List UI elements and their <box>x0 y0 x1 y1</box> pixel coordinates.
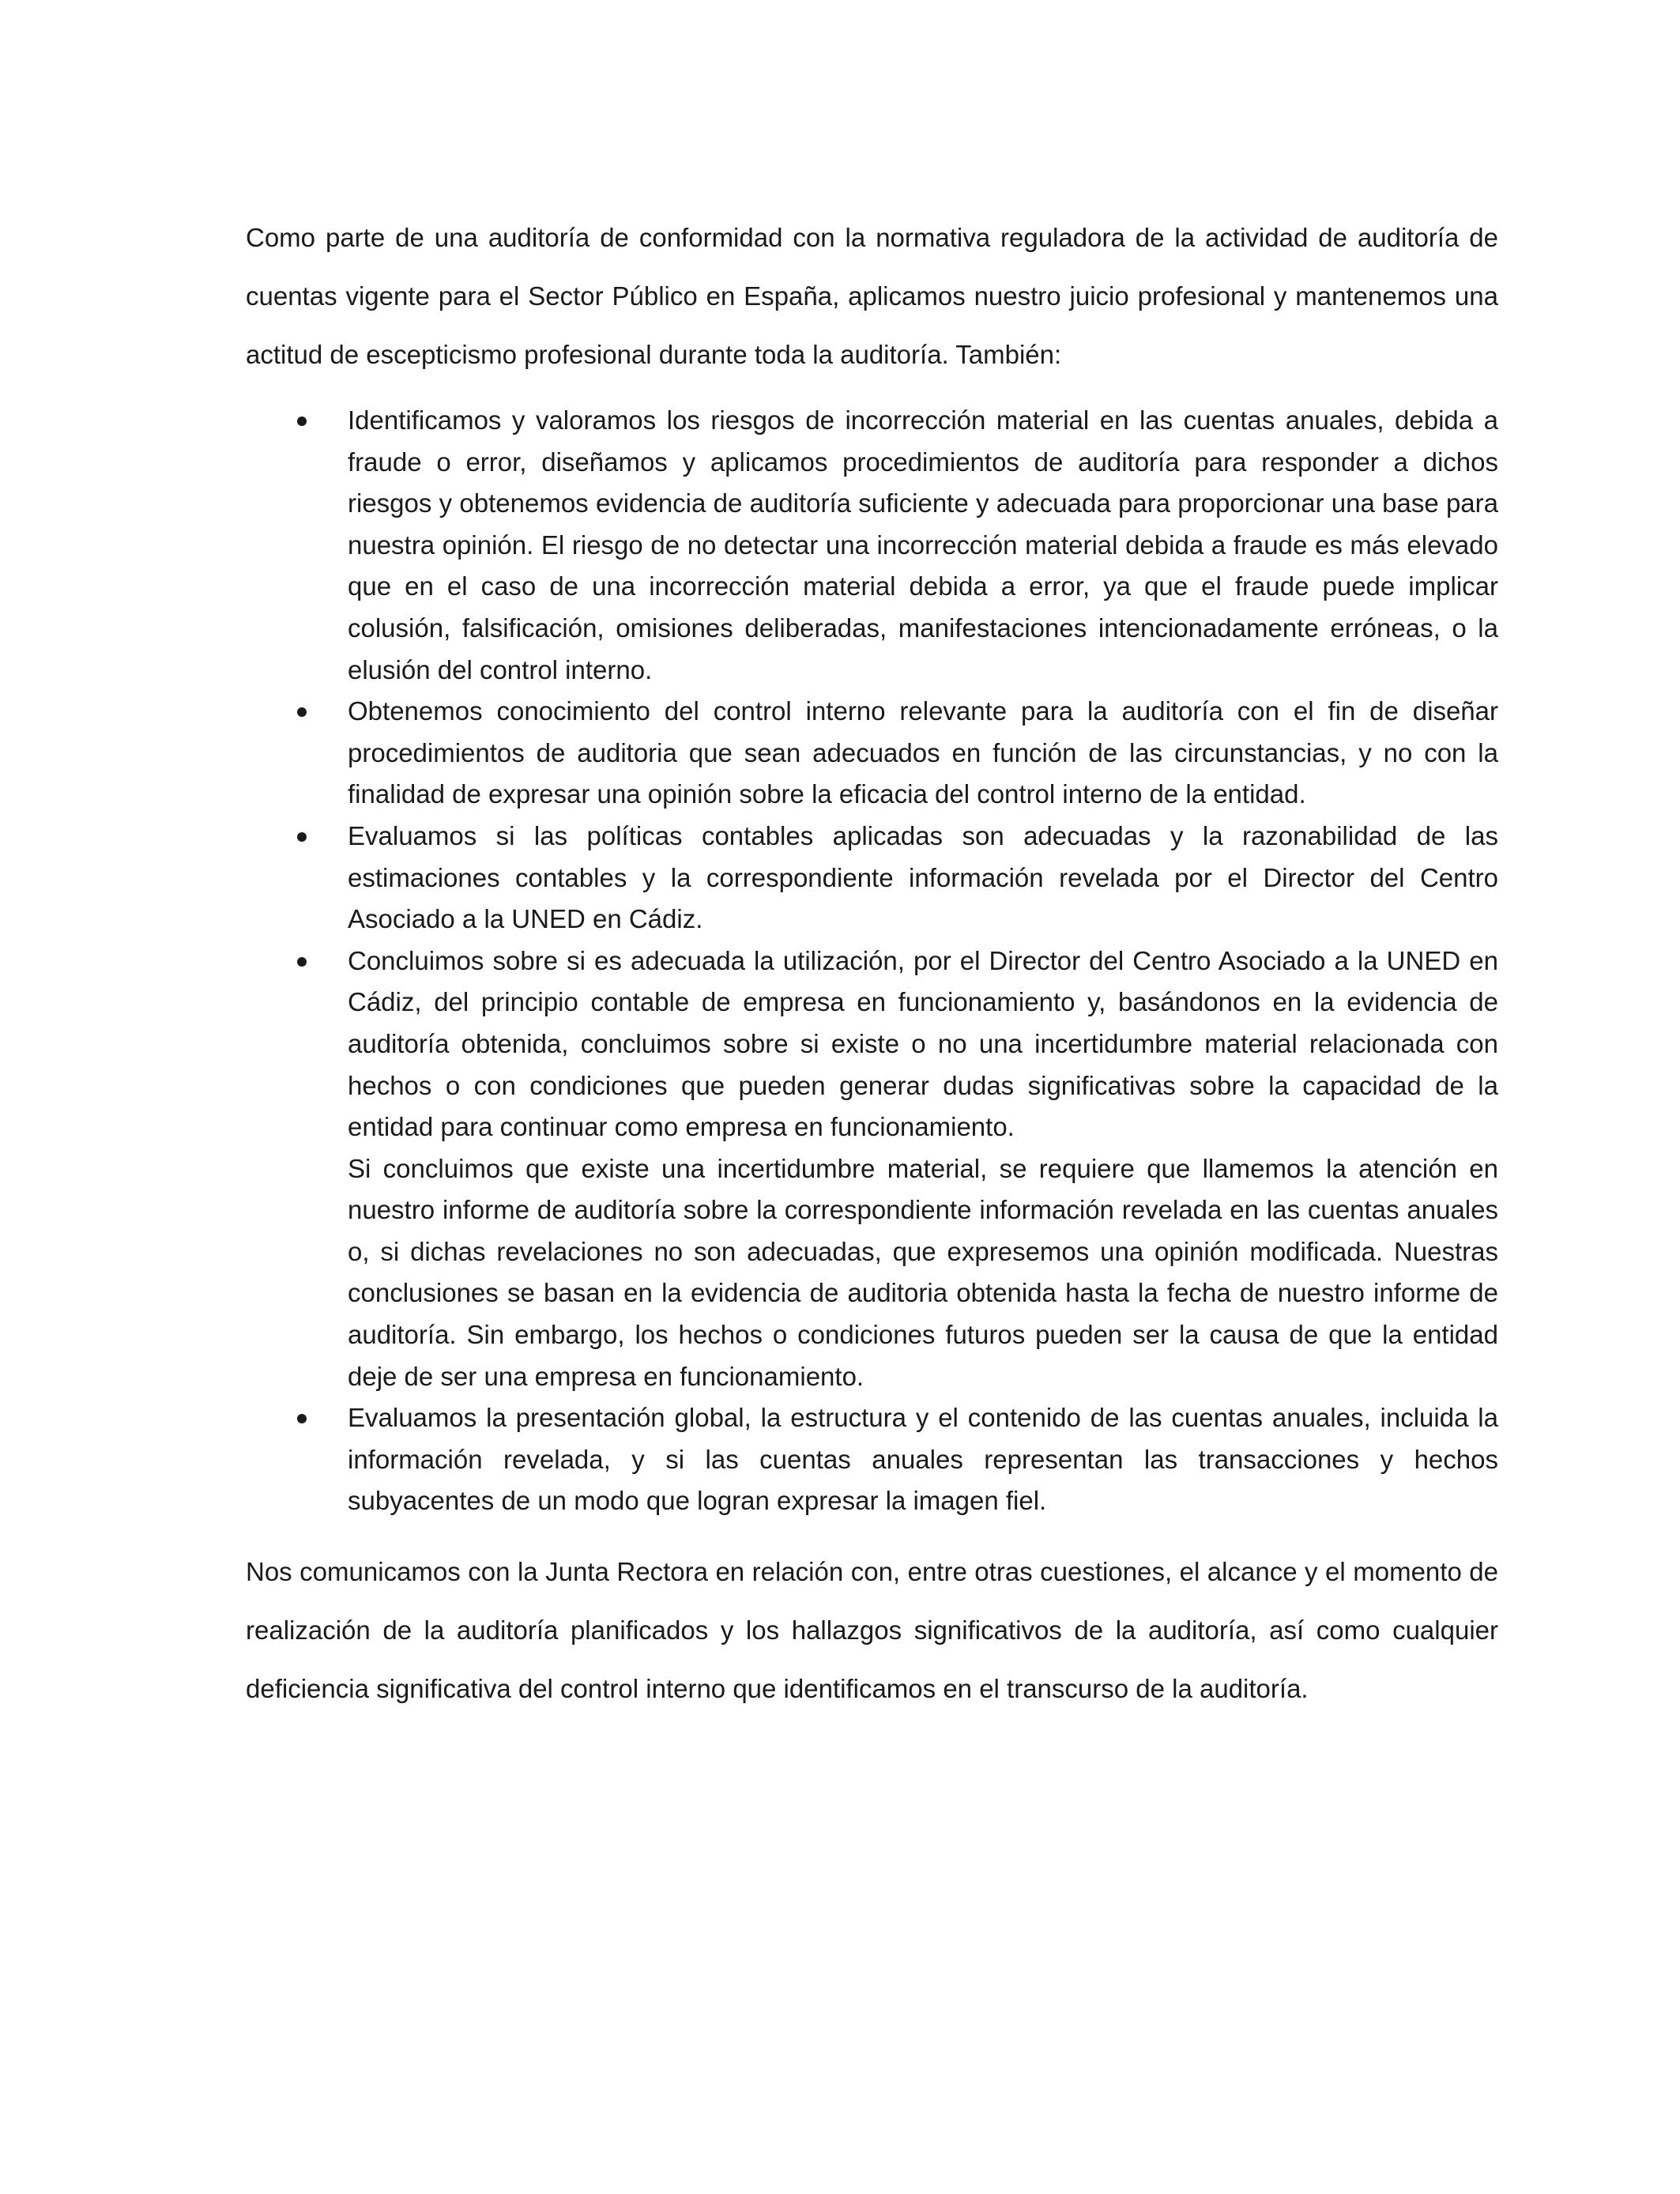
intro-paragraph: Como parte de una auditoría de conformidad con la normativa reguladora de la actividad de auditoría de cuentas vigente para el Sector Público en España, aplicamos nuestro juicio profesional y mantenemos una actitud de escepticismo profesional durante toda la auditoría. También: <box>246 223 1498 369</box>
bullet-icon <box>297 707 307 717</box>
list-item <box>246 941 1498 1398</box>
list-item-text: Obtenemos conocimiento del control interno relevante para la auditoría con el fin de diseñar procedimientos de auditoria que sean adecuados en función de las circunstancias, y no con la finalidad de expresar una opinión sobre la eficacia del control interno de la entidad. <box>348 696 1498 809</box>
list-item <box>246 400 1498 691</box>
bullet-icon <box>297 417 307 426</box>
bullet-list <box>246 400 1498 1522</box>
bullet-icon <box>297 957 307 967</box>
list-item <box>246 1397 1498 1522</box>
closing-paragraph: Nos comunicamos con la Junta Rectora en relación con, entre otras cuestiones, el alcance y el momento de realización de la auditoría planificados y los hallazgos significativos de la auditoría, así como cualquier deficiencia significativa del control interno que identificamos en el transcurso de la auditoría. <box>246 1557 1498 1704</box>
document-body <box>246 209 1498 1718</box>
list-item-continuation: Si concluimos que existe una incertidumbre material, se requiere que llamemos la atención en nuestro informe de auditoría sobre la correspondiente información revelada en las cuentas anuales o, si dichas revelaciones no son adecuadas, que expresemos una opinión modificada. Nuestras conclusiones se basan en la evidencia de auditoria obtenida hasta la fecha de nuestro informe de auditoría. Sin embargo, los hechos o condiciones futuros pueden ser la causa de que la entidad deje de ser una empresa en funcionamiento. <box>348 1153 1498 1391</box>
bullet-icon <box>297 832 307 842</box>
bullet-icon <box>297 1414 307 1423</box>
list-item <box>246 691 1498 816</box>
list-item-text: Identificamos y valoramos los riesgos de incorrección material en las cuentas anuales, debida a fraude o error, diseñamos y aplicamos procedimientos de auditoría para responder a dichos riesgos y obtenemos evidencia de auditoría suficiente y adecuada para proporcionar una base para nuestra opinión. El riesgo de no detectar una incorrección material debida a fraude es más elevado que en el caso de una incorrección material debida a error, ya que el fraude puede implicar colusión, falsificación, omisiones deliberadas, manifestaciones intencionadamente erróneas, o la elusión del control interno. <box>348 405 1498 684</box>
list-item-text: Evaluamos la presentación global, la estructura y el contenido de las cuentas anuales, incluida la información revelada, y si las cuentas anuales representan las transacciones y hechos subyacentes de un modo que logran expresar la imagen fiel. <box>348 1403 1498 1516</box>
list-item-text: Evaluamos si las políticas contables aplicadas son adecuadas y la razonabilidad de las estimaciones contables y la correspondiente información revelada por el Director del Centro Asociado a la UNED en Cádiz. <box>348 820 1498 934</box>
list-item <box>246 816 1498 941</box>
list-item-text: Concluimos sobre si es adecuada la utilización, por el Director del Centro Asociado a la UNED en Cádiz, del principio contable de empresa en funcionamiento y, basándonos en la evidencia de auditoría obtenida, concluimos sobre si existe o no una incertidumbre material relacionada con hechos o con condiciones que pueden generar dudas significativas sobre la capacidad de la entidad para continuar como empresa en funcionamiento. <box>348 945 1498 1142</box>
